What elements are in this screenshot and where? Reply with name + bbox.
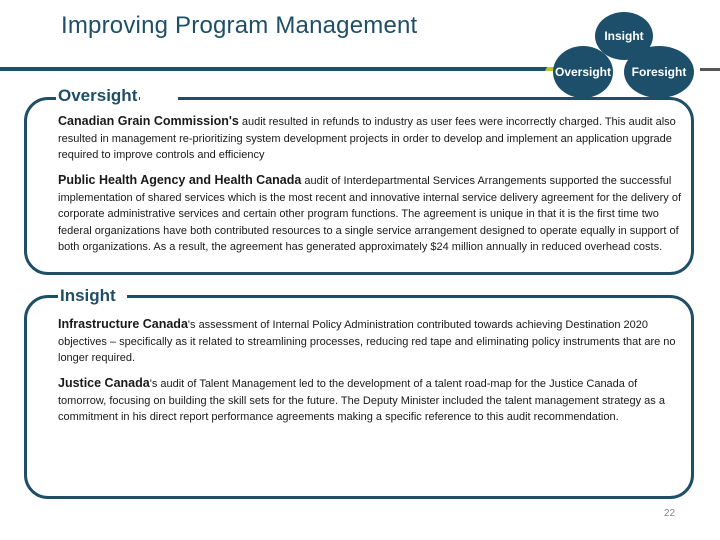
- circle-insight: Insight: [595, 12, 653, 60]
- arrow-down-icon: [617, 64, 623, 70]
- page-title: Improving Program Management: [61, 12, 418, 39]
- org-name: Canadian Grain Commission's: [58, 114, 239, 128]
- header-rule-right: [700, 68, 720, 71]
- paragraph-text: 's audit of Talent Management led to the development of a talent road-map for the Justice Canada of tomorrow, focusing on building the skill sets for the future. The Deputy Minister included the talent management strategy as a commitment in his direct report performance agreements making a specific reference to this audit recommendation.: [58, 378, 665, 423]
- oversight-heading: Oversight: [58, 86, 138, 105]
- paragraph-text: audit of Interdepartmental Services Arrangements supported the successful implementation of shared services which is the most recent and innovative internal service delivery agreement for the delivery of corporate administrative services and certain other program functions. The agreement is unique in that it is the first time two federal organizations have both contributed resources to a single service arrangement designed to operate equally in support of both organizations. As a result, the agreement has generated approximately $24 million annually in reduced overhead costs.: [58, 175, 682, 253]
- paragraph-infrastructure: [58, 316, 688, 367]
- paragraph-public-health: [58, 172, 688, 256]
- paragraph-grain-commission: [58, 113, 688, 164]
- org-name: Infrastructure Canada: [58, 317, 188, 331]
- circle-oversight: Oversight: [553, 46, 613, 98]
- paragraph-text: audit resulted in refunds to industry as user fees were incorrectly charged. This audit also resulted in management re-prioritizing system development projects in order to develop and implement an application upgrade required to improve controls and efficiency: [58, 116, 676, 161]
- page-number: 22: [664, 508, 676, 519]
- org-name: Justice Canada: [58, 376, 150, 390]
- circle-foresight: Foresight: [624, 46, 694, 98]
- header-rule: [0, 67, 548, 71]
- insight-heading: Insight: [60, 286, 116, 305]
- paragraph-justice: [58, 375, 688, 426]
- org-name: Public Health Agency and Health Canada: [58, 173, 302, 187]
- heading-gap: [140, 94, 178, 100]
- paragraph-text: 's assessment of Internal Policy Administration contributed towards achieving Destination 2020 objectives – specifically as it related to streamlining processes, reducing red tape and eliminating policy instruments that are no longer required.: [58, 319, 676, 364]
